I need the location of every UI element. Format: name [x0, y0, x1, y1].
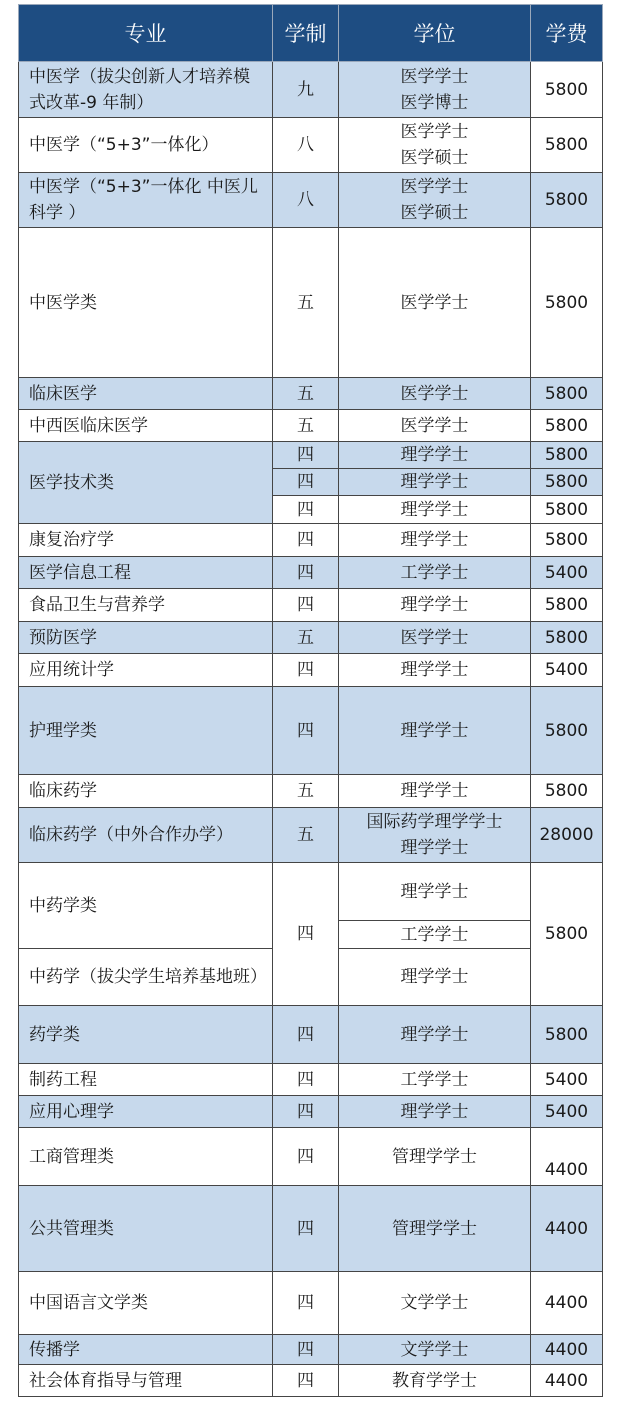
degree-cell: 管理学学士 [339, 1128, 531, 1186]
degree-cell: 理学学士 [339, 496, 531, 524]
degree-cell: 理学学士 [339, 863, 531, 921]
degree-cell: 医学学士 [339, 410, 531, 442]
degree-cell: 理学学士 [339, 442, 531, 469]
major-cell: 应用统计学 [19, 654, 273, 687]
degree-cell [339, 808, 531, 863]
fee-cell: 5800 [531, 622, 603, 654]
degree-cell: 工学学士 [339, 1064, 531, 1096]
degree-text: 医学博士 [400, 92, 469, 113]
years-cell: 五 [273, 775, 339, 808]
major-cell: 社会体育指导与管理 [19, 1365, 273, 1397]
table-row [19, 775, 603, 808]
table-row [19, 808, 603, 863]
degree-text: 医学硕士 [400, 148, 469, 168]
degree-cell [339, 173, 531, 228]
header-degree: 学位 [339, 5, 531, 62]
table-row [19, 378, 603, 410]
fee-cell: 4400 [531, 1272, 603, 1335]
fee-cell: 5800 [531, 775, 603, 808]
fee-cell: 5800 [531, 1006, 603, 1064]
degree-cell: 理学学士 [339, 654, 531, 687]
degree-cell: 医学学士 [339, 622, 531, 654]
table-row [19, 1335, 603, 1365]
table-row [19, 589, 603, 622]
degree-cell: 理学学士 [339, 1006, 531, 1064]
degree-cell: 管理学学士 [339, 1186, 531, 1272]
years-cell: 四 [273, 442, 339, 469]
major-cell: 临床医学 [19, 378, 273, 410]
table-row [19, 173, 603, 228]
header-years: 学制 [273, 5, 339, 62]
major-cell: 康复治疗学 [19, 524, 273, 557]
degree-cell: 工学学士 [339, 557, 531, 589]
major-cell: 中医学（拔尖创新人才培养模式改革-9 年制） [19, 62, 273, 118]
years-cell: 四 [273, 1365, 339, 1397]
degree-cell: 医学学士 [339, 228, 531, 378]
fee-cell: 5800 [531, 469, 603, 496]
table-row [19, 62, 603, 118]
major-cell: 医学技术类 [19, 442, 273, 524]
years-cell: 五 [273, 410, 339, 442]
fee-cell: 5800 [531, 496, 603, 524]
years-cell: 四 [273, 1272, 339, 1335]
degree-cell: 教育学学士 [339, 1365, 531, 1397]
fee-cell: 5800 [531, 62, 603, 118]
major-cell: 医学信息工程 [19, 557, 273, 589]
table-row [19, 524, 603, 557]
header-major: 专业 [19, 5, 273, 62]
fee-cell: 28000 [531, 808, 603, 863]
degree-cell: 文学学士 [339, 1272, 531, 1335]
degree-cell: 工学学士 [339, 921, 531, 949]
fee-cell: 5400 [531, 1096, 603, 1128]
fee-cell: 4400 [531, 1365, 603, 1397]
table-row [19, 654, 603, 687]
table-row [19, 1006, 603, 1064]
fee-cell: 5800 [531, 173, 603, 228]
degree-cell: 文学学士 [339, 1335, 531, 1365]
degree-text: 医学硕士 [400, 203, 469, 223]
degree-text: 理学学士 [400, 838, 469, 858]
years-cell: 五 [273, 622, 339, 654]
fee-cell: 4400 [531, 1335, 603, 1365]
degree-cell: 理学学士 [339, 775, 531, 808]
fee-cell: 5800 [531, 863, 603, 1006]
years-cell: 四 [273, 1128, 339, 1186]
major-cell: 食品卫生与营养学 [19, 589, 273, 622]
fee-cell: 5800 [531, 228, 603, 378]
years-cell: 四 [273, 1064, 339, 1096]
fee-cell: 5800 [531, 378, 603, 410]
fee-cell: 5800 [531, 410, 603, 442]
table-row [19, 1064, 603, 1096]
major-cell: 公共管理类 [19, 1186, 273, 1272]
degree-cell: 理学学士 [339, 1096, 531, 1128]
degree-cell: 理学学士 [339, 949, 531, 1006]
table-row [19, 410, 603, 442]
major-cell: 应用心理学 [19, 1096, 273, 1128]
fee-cell: 5400 [531, 654, 603, 687]
fee-cell: 4400 [531, 1186, 603, 1272]
table-header-row [19, 5, 603, 62]
fee-cell: 4400 [531, 1128, 603, 1186]
major-cell: 临床药学（中外合作办学） [19, 808, 273, 863]
years-cell: 八 [273, 118, 339, 173]
years-cell: 五 [273, 378, 339, 410]
major-cell: 护理学类 [19, 687, 273, 775]
table-row [19, 863, 603, 921]
degree-text: 医学学士 [400, 66, 469, 87]
fee-cell: 5800 [531, 524, 603, 557]
major-cell: 中药学（拔尖学生培养基地班） [19, 949, 273, 1006]
degree-cell: 理学学士 [339, 589, 531, 622]
years-cell: 四 [273, 469, 339, 496]
major-cell: 中国语言文学类 [19, 1272, 273, 1335]
major-cell: 中西医临床医学 [19, 410, 273, 442]
table-row [19, 1096, 603, 1128]
table-row [19, 622, 603, 654]
years-cell: 五 [273, 228, 339, 378]
fee-cell: 5800 [531, 118, 603, 173]
degree-text: 国际药学理学学士 [366, 812, 503, 832]
major-cell: 中医学（“5+3”一体化 中医儿科学 ） [19, 173, 273, 228]
years-cell: 四 [273, 589, 339, 622]
years-cell: 四 [273, 1335, 339, 1365]
degree-text: 医学学士 [400, 177, 469, 197]
years-cell: 四 [273, 496, 339, 524]
fee-cell: 5800 [531, 687, 603, 775]
major-cell: 预防医学 [19, 622, 273, 654]
years-cell: 四 [273, 557, 339, 589]
degree-cell: 医学学士 [339, 378, 531, 410]
fee-cell: 5400 [531, 1064, 603, 1096]
fee-cell: 5800 [531, 442, 603, 469]
major-cell: 工商管理类 [19, 1128, 273, 1186]
degree-cell [339, 118, 531, 173]
table-row [19, 1365, 603, 1397]
table-row [19, 118, 603, 173]
fee-cell: 5800 [531, 589, 603, 622]
header-fee: 学费 [531, 5, 603, 62]
years-cell: 四 [273, 524, 339, 557]
years-cell: 四 [273, 1006, 339, 1064]
major-cell: 临床药学 [19, 775, 273, 808]
degree-text: 医学学士 [400, 122, 469, 142]
table-row [19, 228, 603, 378]
years-cell: 四 [273, 1096, 339, 1128]
tuition-table [18, 4, 603, 1397]
years-cell: 四 [273, 1186, 339, 1272]
fee-cell: 5400 [531, 557, 603, 589]
table-row [19, 1128, 603, 1186]
major-cell: 传播学 [19, 1335, 273, 1365]
table-row [19, 1272, 603, 1335]
years-cell: 四 [273, 863, 339, 1006]
table-row [19, 442, 603, 469]
degree-cell: 理学学士 [339, 687, 531, 775]
table-row [19, 687, 603, 775]
years-cell: 九 [273, 62, 339, 118]
major-cell: 制药工程 [19, 1064, 273, 1096]
major-cell: 中医学（“5+3”一体化） [19, 118, 273, 173]
major-cell: 中药学类 [19, 863, 273, 949]
major-cell: 药学类 [19, 1006, 273, 1064]
table-row [19, 557, 603, 589]
major-cell: 中医学类 [19, 228, 273, 378]
degree-cell [339, 62, 531, 118]
years-cell: 五 [273, 808, 339, 863]
years-cell: 四 [273, 654, 339, 687]
years-cell: 八 [273, 173, 339, 228]
table-row [19, 1186, 603, 1272]
degree-cell: 理学学士 [339, 469, 531, 496]
years-cell: 四 [273, 687, 339, 775]
degree-cell: 理学学士 [339, 524, 531, 557]
